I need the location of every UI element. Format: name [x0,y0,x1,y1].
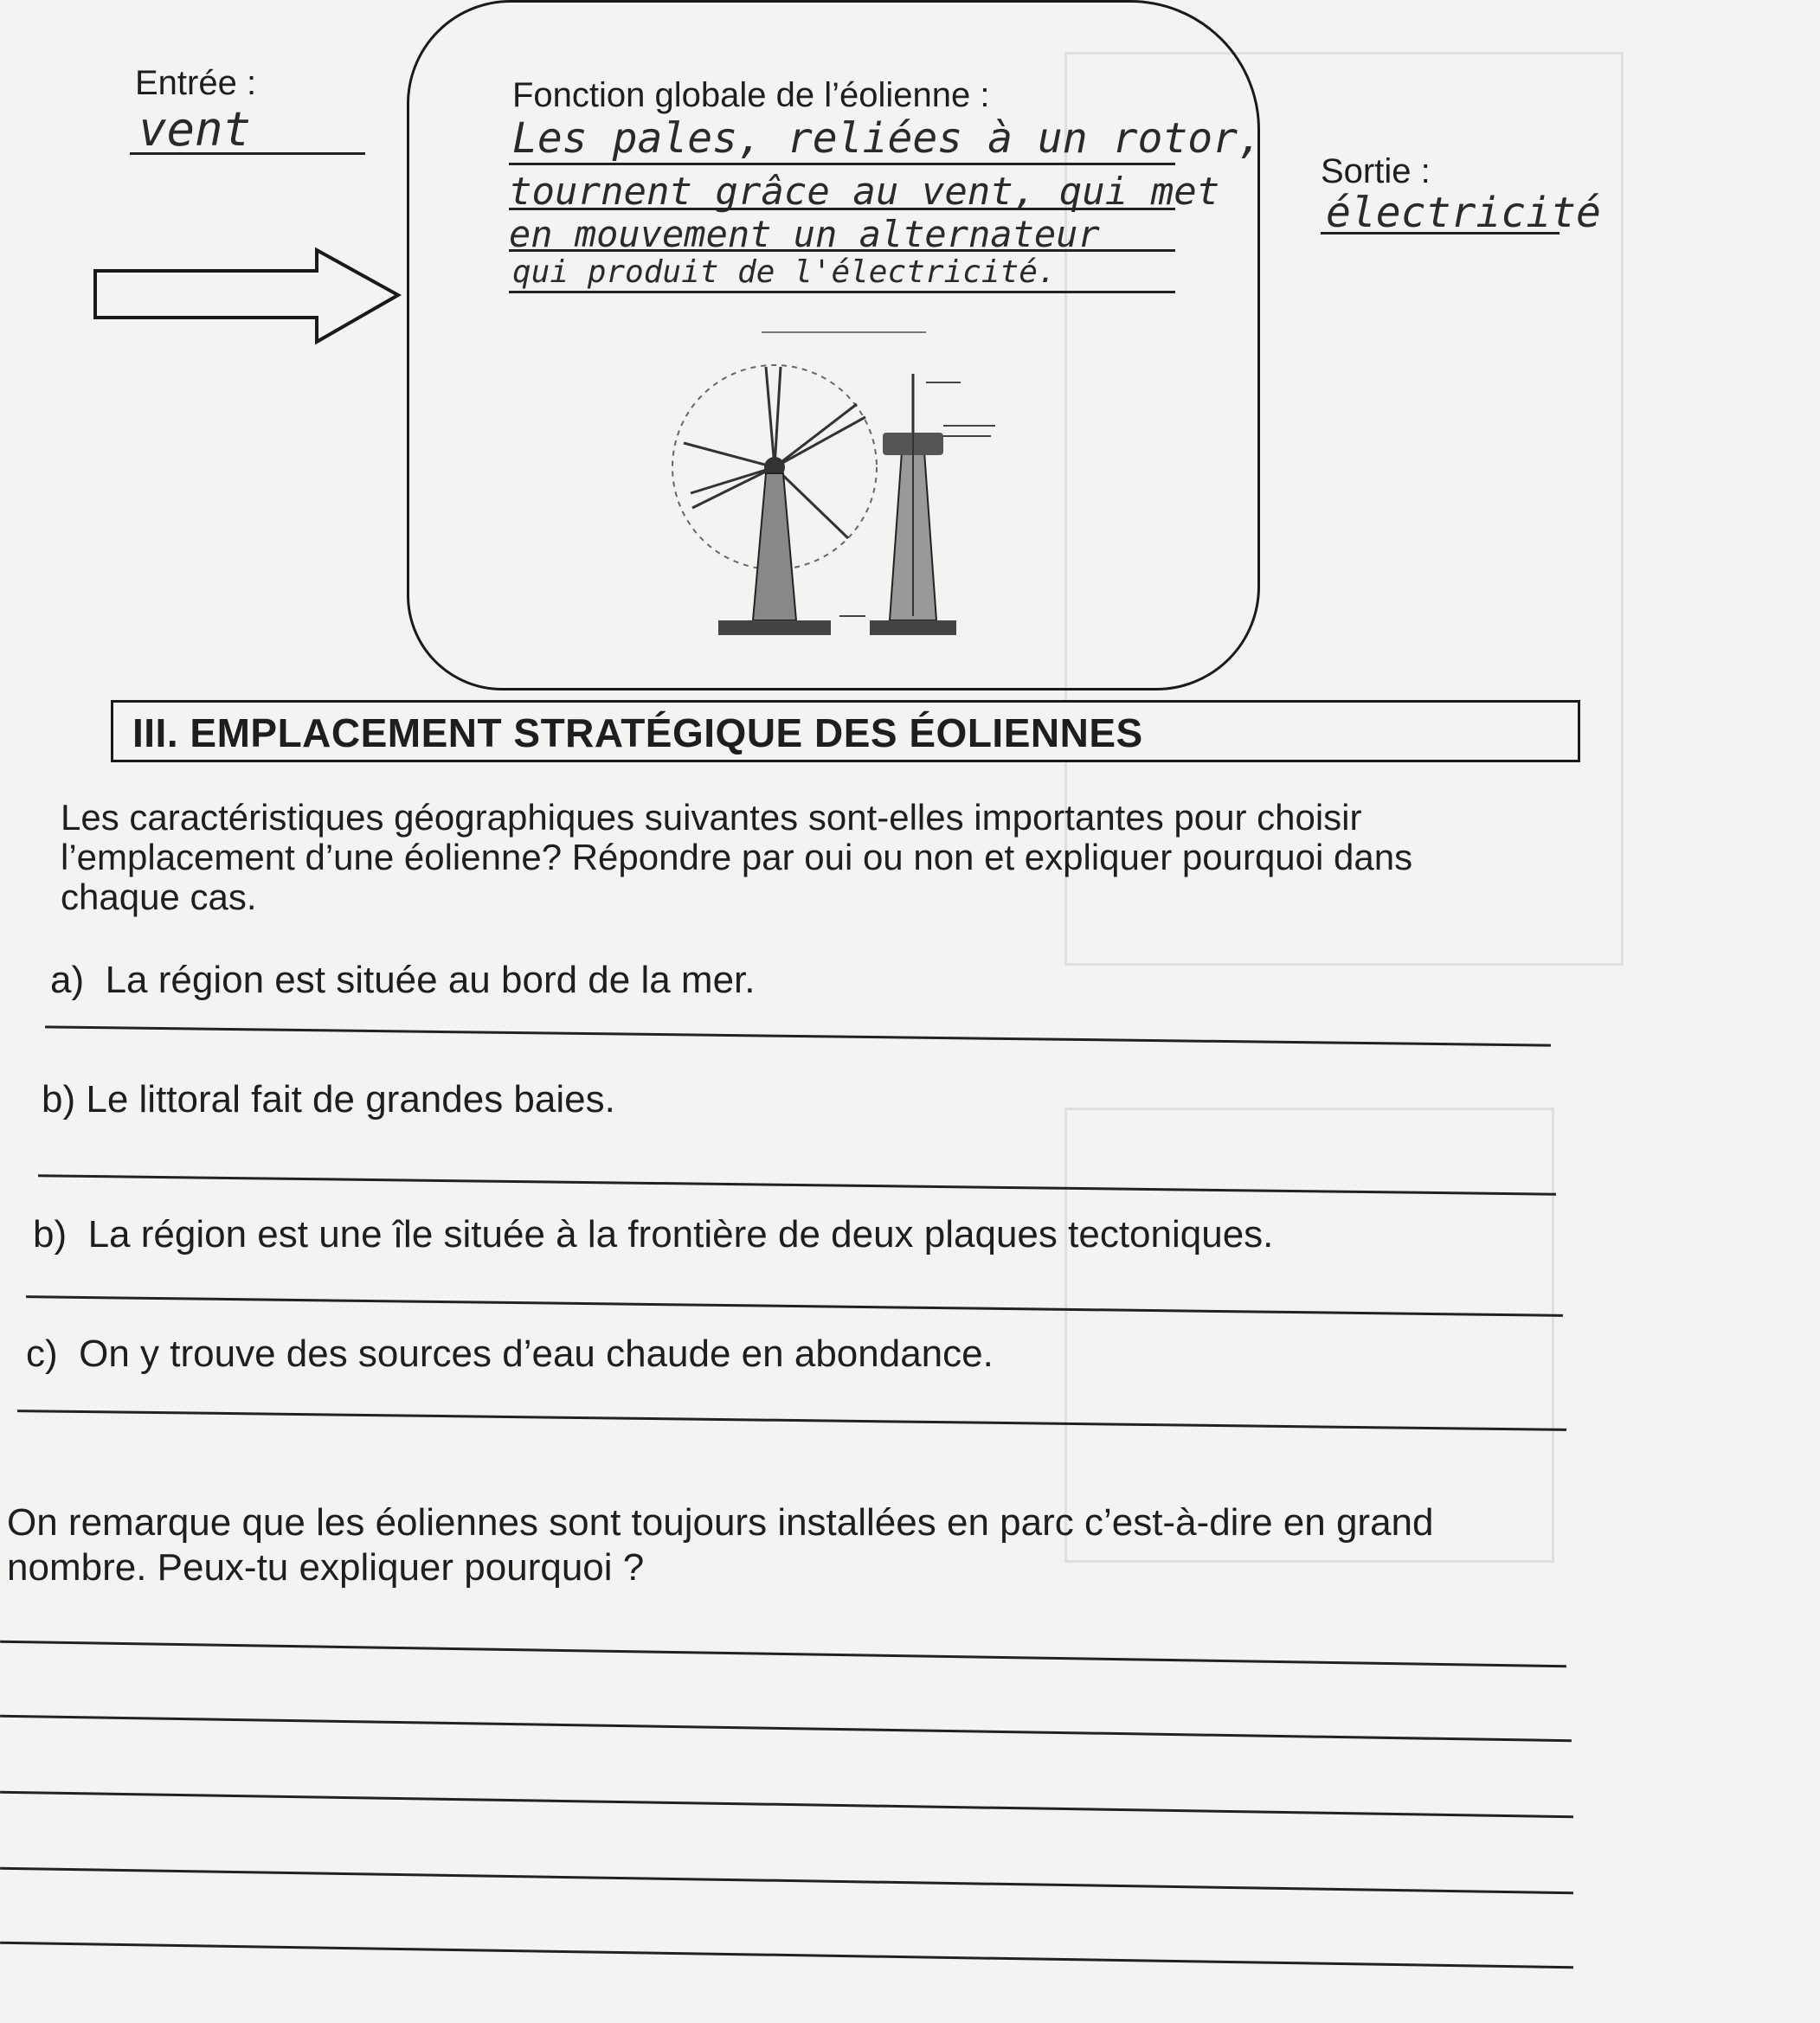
final-answer-line-4 [0,1867,1573,1895]
question-letter: a) [50,959,85,1001]
question-text: Le littoral fait de grandes baies. [86,1078,615,1121]
final-question [7,1500,1434,1590]
final-answer-line-5 [0,1942,1573,1969]
question-letter: b) [42,1078,76,1121]
input-arrow-icon [90,245,410,347]
function-line-3 [509,249,1175,252]
output-answer: électricité [1326,189,1601,237]
final-question-line-1: On remarque que les éoliennes sont toujours installées en parc c’est-à-dire en grand [7,1501,1434,1544]
output-label: Sortie : [1321,152,1431,190]
input-answer: vent [138,102,252,157]
input-label: Entrée : [135,64,257,102]
function-answer-line-2: tournent grâce au vent, qui met [509,170,1220,214]
function-line-1 [509,163,1175,165]
wind-turbine-diagram [666,322,1004,649]
function-line-4 [509,291,1175,293]
question-text: La région est une île située à la frontière de deux plaques tectoniques. [87,1213,1274,1256]
question-letter: c) [26,1333,58,1375]
output-answer-line [1321,232,1560,234]
intro-line-1: Les caractéristiques géographiques suivantes sont-elles importantes pour choisir [61,797,1362,838]
intro-line-3: chaque cas. [61,877,257,917]
function-line-2 [509,208,1175,210]
question-b1 [42,1078,615,1121]
question-letter: b) [33,1213,68,1256]
section-title: III. EMPLACEMENT STRATÉGIQUE DES ÉOLIENNES [132,710,1143,755]
final-answer-line-3 [0,1791,1573,1819]
final-answer-line-2 [0,1715,1572,1743]
function-label: Fonction globale de l’éolienne : [512,76,990,114]
function-answer-line-3: en mouvement un alternateur [509,213,1100,255]
question-text: On y trouve des sources d’eau chaude en abondance. [79,1333,994,1375]
input-answer-line [130,152,365,155]
question-c [26,1333,994,1376]
question-a [50,959,756,1002]
function-answer-line-4: qui produit de l'électricité. [512,254,1057,290]
final-question-line-2: nombre. Peux-tu expliquer pourquoi ? [7,1546,645,1589]
question-b2 [33,1213,1273,1256]
section-title-box [111,700,1580,762]
intro-paragraph [61,798,1566,917]
final-answer-line-1 [0,1641,1566,1667]
intro-line-2: l’emplacement d’une éolienne? Répondre par oui ou non et expliquer pourquoi dans [61,837,1413,877]
question-text: La région est située au bord de la mer. [105,959,756,1001]
function-answer-line-1: Les pales, reliées à un rotor, [512,114,1263,163]
